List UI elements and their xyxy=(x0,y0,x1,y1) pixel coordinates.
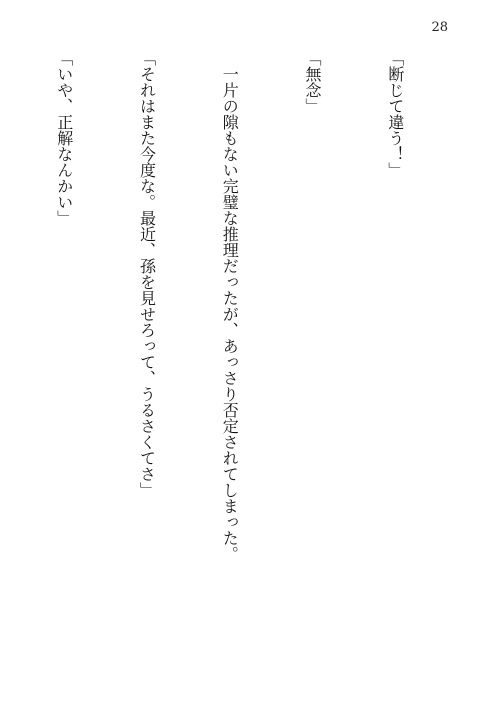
text-line: 一片の隙もない完璧な推理だったが、あっさり否定されてしまった。 xyxy=(220,50,240,562)
text-line: 「断じて違う！」 xyxy=(385,50,405,178)
text-line: 「無念」 xyxy=(303,50,323,114)
text-line: 「いや、正解なんかい」 xyxy=(54,50,74,226)
page-number: 28 xyxy=(431,20,448,35)
vertical-text-block xyxy=(32,50,464,680)
text-line: 「それはまた今度な。最近、孫を見せろって、うるさくてさ」 xyxy=(137,50,157,498)
